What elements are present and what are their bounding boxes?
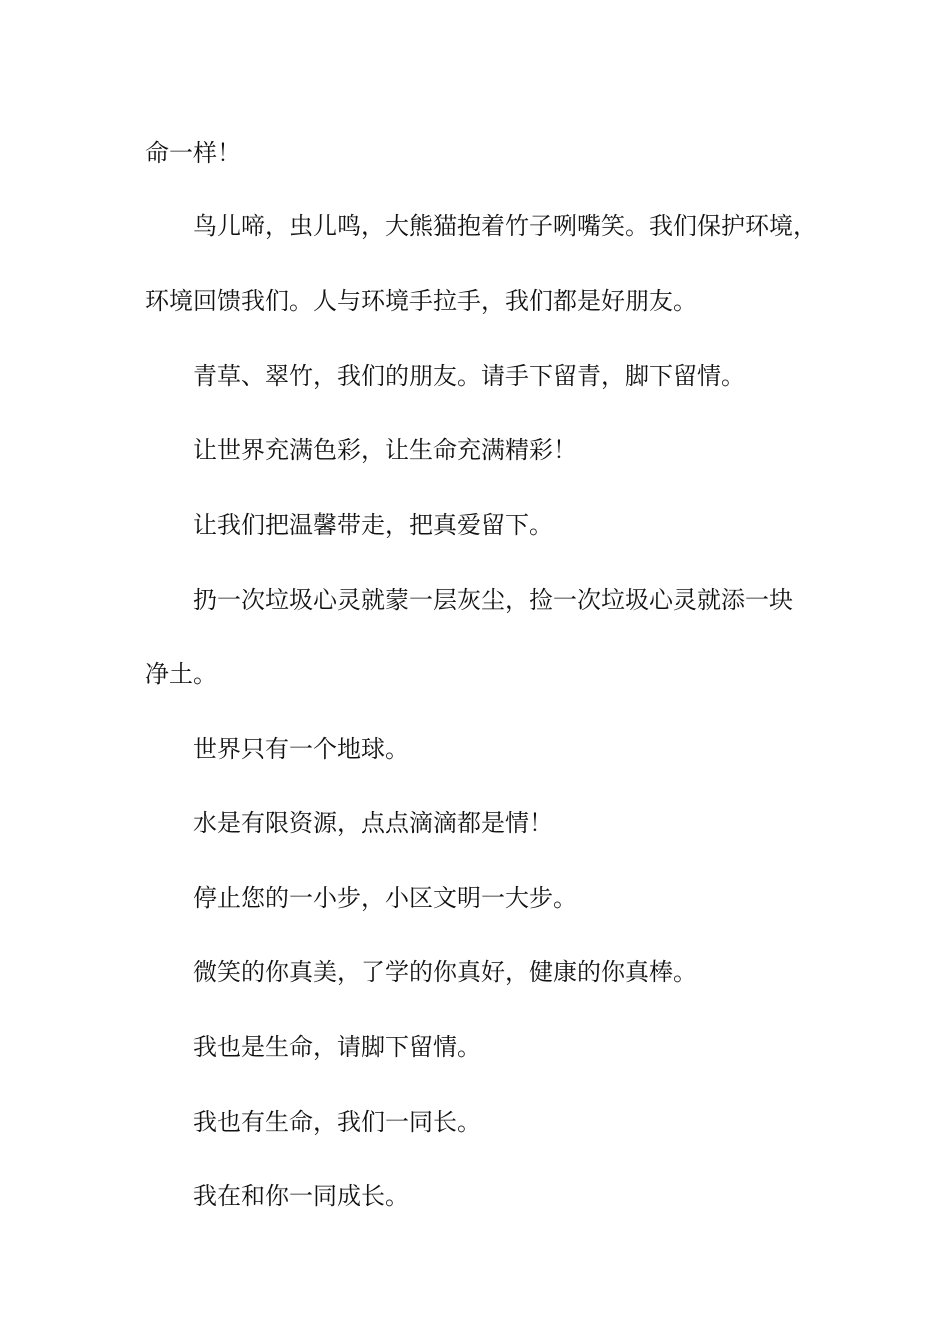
text-line-3: 环境回馈我们。人与环境手拉手，我们都是好朋友。	[145, 287, 697, 315]
text-line-1: 命一样！	[145, 139, 241, 167]
text-line-11: 停止您的一小步，小区文明一大步。	[193, 884, 577, 912]
text-line-2: 鸟儿啼，虫儿鸣，大熊猫抱着竹子咧嘴笑。我们保护环境，	[193, 212, 817, 240]
text-line-15: 我在和你一同成长。	[193, 1182, 409, 1210]
text-line-13: 我也是生命，请脚下留情。	[193, 1033, 481, 1061]
text-line-8: 净土。	[145, 660, 217, 688]
text-line-9: 世界只有一个地球。	[193, 735, 409, 763]
text-line-12: 微笑的你真美，了学的你真好，健康的你真棒。	[193, 958, 697, 986]
text-line-14: 我也有生命，我们一同长。	[193, 1108, 481, 1136]
text-line-5: 让世界充满色彩，让生命充满精彩！	[193, 436, 577, 464]
text-line-4: 青草、翠竹，我们的朋友。请手下留青，脚下留情。	[193, 362, 745, 390]
text-line-6: 让我们把温馨带走，把真爱留下。	[193, 511, 553, 539]
text-line-10: 水是有限资源，点点滴滴都是情！	[193, 809, 553, 837]
text-line-7: 扔一次垃圾心灵就蒙一层灰尘，捡一次垃圾心灵就添一块	[193, 586, 793, 614]
